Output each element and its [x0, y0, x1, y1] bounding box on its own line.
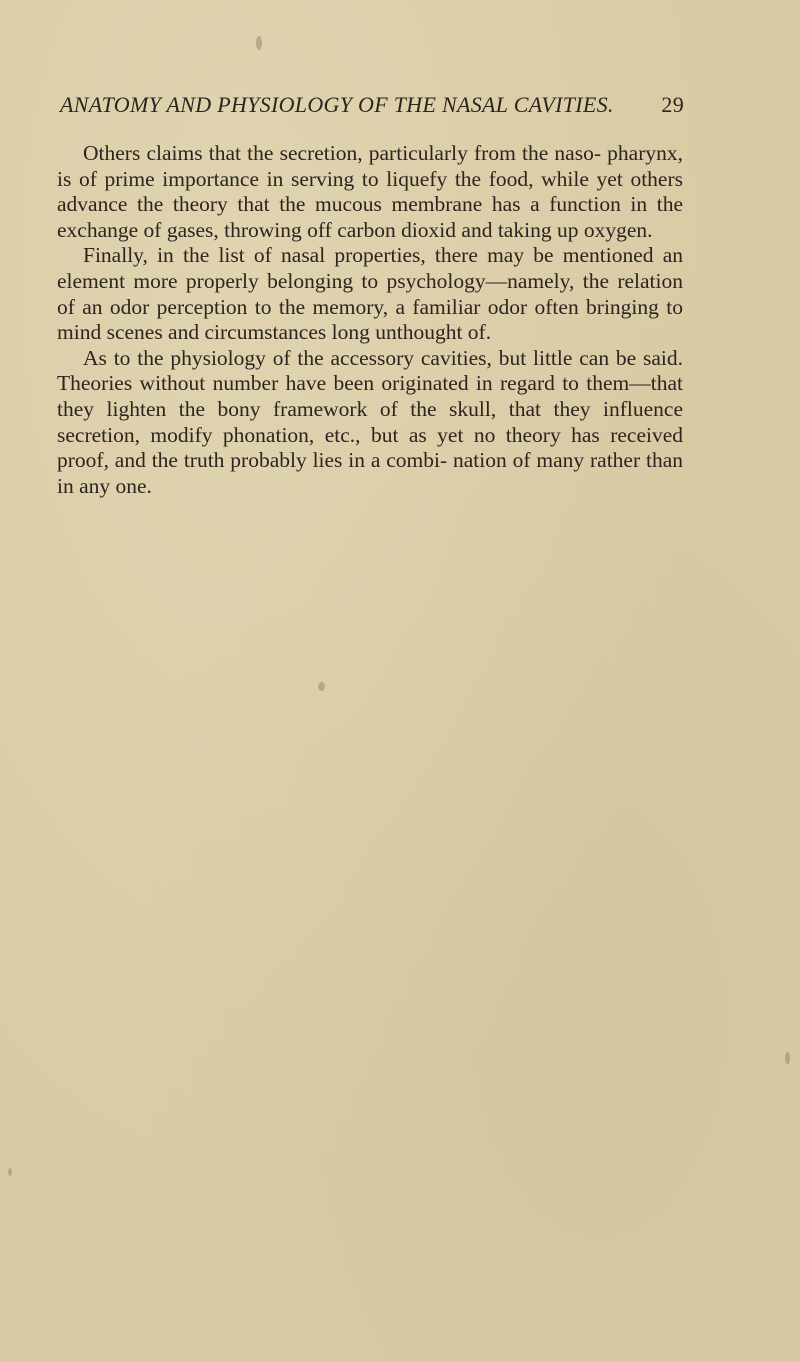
paper-speck	[318, 682, 325, 691]
paper-speck	[256, 36, 262, 50]
running-title: ANATOMY AND PHYSIOLOGY OF THE NASAL CAVITIES.	[60, 92, 614, 117]
paper-speck	[785, 1052, 790, 1064]
paragraph: As to the physiology of the accessory cavities, but little can be said. Theories without number have been originated in regard to them—that they lighten the bony framework of the skull, that they influence secretion, modify phonation, etc., but as yet no theory has received proof, and the truth probably lies in a combi- nation of many rather than in any one.	[57, 345, 683, 498]
page-number: 29	[661, 92, 684, 117]
paper-speck	[8, 1168, 12, 1176]
running-head	[60, 92, 684, 118]
paragraph: Others claims that the secretion, particularly from the naso- pharynx, is of prime importance in serving to liquefy the food, while yet others advance the theory that the mucous membrane has a function in the exchange of gases, throwing off carbon dioxid and taking up oxygen.	[57, 141, 683, 242]
paragraph: Finally, in the list of nasal properties, there may be mentioned an element more properly belonging to psychology—namely, the relation of an odor perception to the memory, a familiar odor often bringing to mind scenes and circumstances long unthought of.	[57, 243, 683, 345]
body-text	[57, 141, 683, 499]
